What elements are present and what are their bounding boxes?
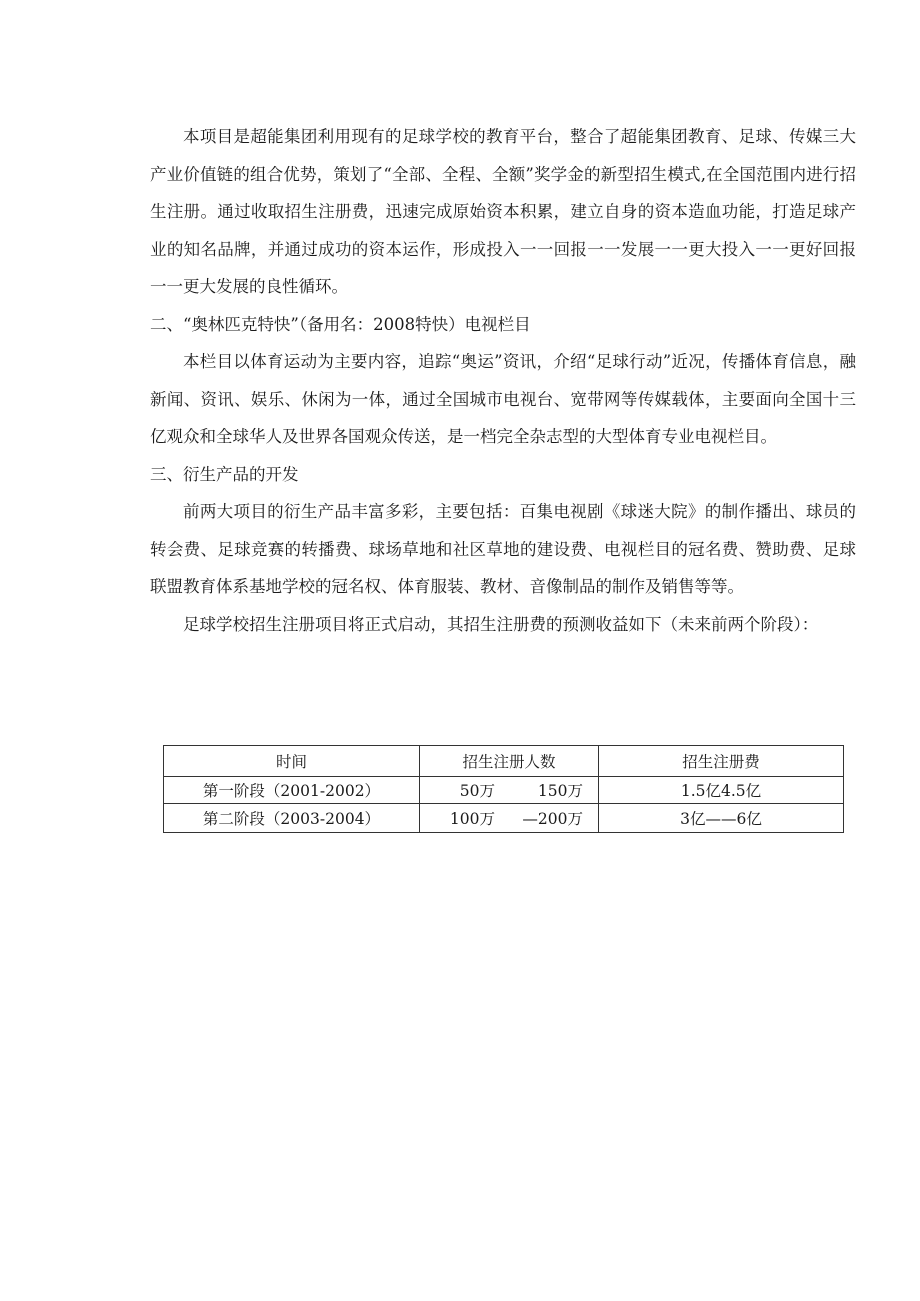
table-cell-period: 第二阶段（2003-2004） [164,804,420,833]
paragraph-revenue-forecast: 足球学校招生注册项目将正式启动，其招生注册费的预测收益如下（未来前两个阶段）： [183,614,819,634]
table-row [164,804,844,833]
table-cell-period: 第一阶段（2001-2002） [164,777,420,804]
table-header-period: 时间 [164,746,420,777]
paragraph-derivatives: 前两大项目的衍生产品丰富多彩，主要包括：百集电视剧《球迷大院》的制作播出、球员的转会费、足球竞赛的转播费、球场草地和社区草地的建设费、电视栏目的冠名费、赞助费、足球联盟教育体系基地学校的冠名权、体育服装、教材、音像制品的制作及销售等等。 [150,502,856,596]
section-heading-derivatives: 三、衍生产品的开发 [150,464,299,484]
table-cell-count [420,777,599,804]
paragraph-tv-program: 本栏目以体育运动为主要内容，追踪“奥运”资讯，介绍“足球行动”近况，传播体育信息，融新闻、资讯、娱乐、休闲为一体，通过全国城市电视台、宽带网等传媒载体，主要面向全国十三亿观众和全球华人及世界各国观众传送，是一档完全杂志型的大型体育专业电视栏目。 [150,352,856,446]
table-header-fee: 招生注册费 [599,746,844,777]
table-cell-fee: 1.5亿4.5亿 [599,777,844,804]
count-end: —200万 [522,810,583,828]
count-start: 50万 [459,782,495,800]
document-body [150,118,856,643]
table-row [164,777,844,804]
table-header-row [164,746,844,777]
revenue-table [163,745,844,833]
section-heading-tv-program: 二、“奥林匹克特快”（备用名：2008特快）电视栏目 [150,314,531,334]
table-cell-count [420,804,599,833]
count-start: 100万 [449,810,495,828]
revenue-table-container [163,745,844,833]
paragraph-project-intro: 本项目是超能集团利用现有的足球学校的教育平台，整合了超能集团教育、足球、传媒三大产业价值链的组合优势，策划了“全部、全程、全额”奖学金的新型招生模式,在全国范围内进行招生注册。通过收取招生注册费，迅速完成原始资本积累，建立自身的资本造血功能，打造足球产业的知名品牌，并通过成功的资本运作，形成投入一一回报一一发展一一更大投入一一更好回报一一更大发展的良性循环。 [150,127,856,296]
table-header-count: 招生注册人数 [420,746,599,777]
table-cell-fee: 3亿——6亿 [599,804,844,833]
count-end: 150万 [537,782,583,800]
